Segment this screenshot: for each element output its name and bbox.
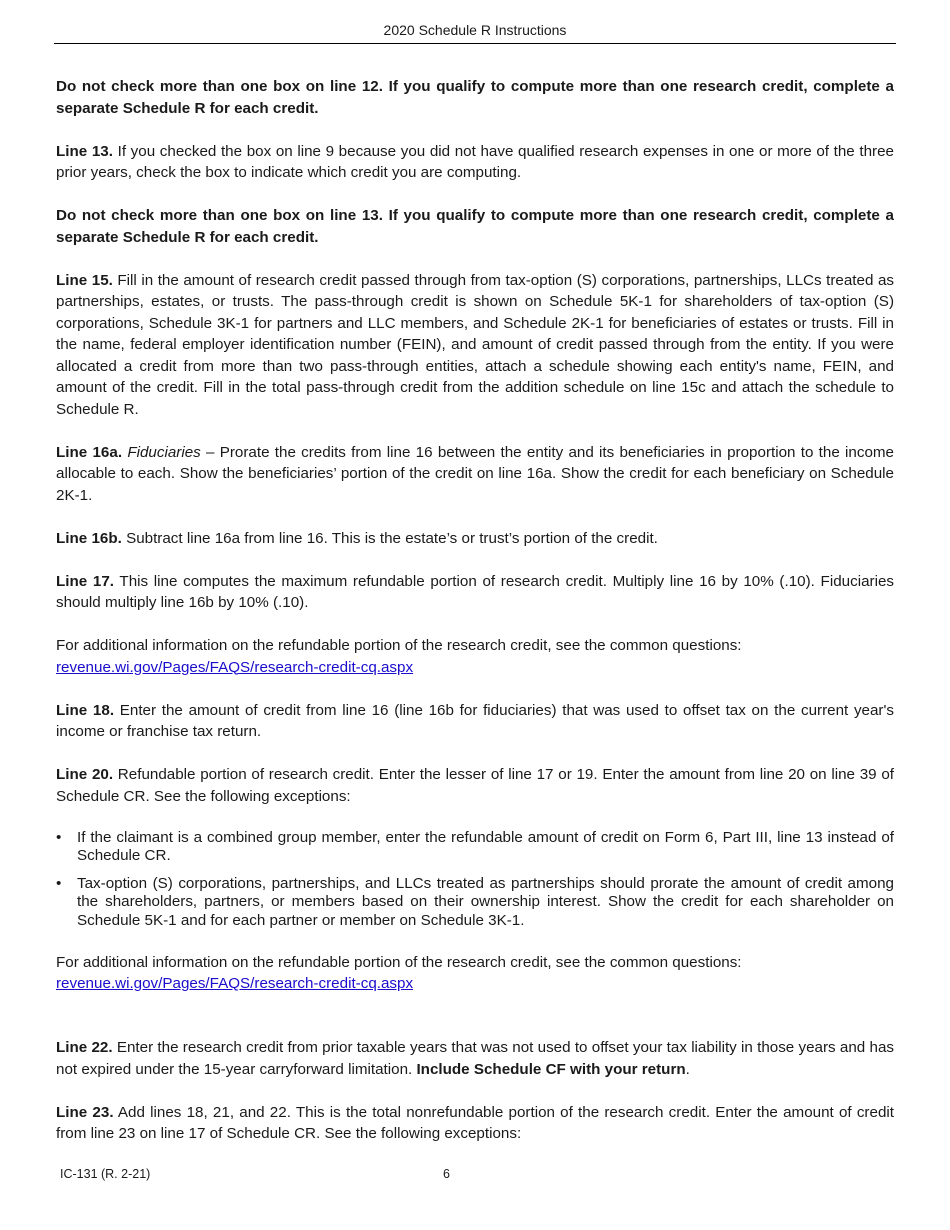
line13-paragraph [56, 141, 894, 184]
form-number: IC-131 (R. 2-21) [60, 1167, 151, 1181]
line-label: Line 17. [56, 572, 115, 590]
bullet-icon: • [56, 828, 62, 846]
additional-info-1 [56, 635, 894, 678]
spacer [56, 1016, 894, 1037]
fiduciaries-term: Fiduciaries [127, 443, 201, 461]
line-text: Enter the amount of credit from line 16 (line 16b for fiduciaries) that was used to offset tax on the current year's income or franchise tax return. [56, 701, 894, 740]
line23-paragraph [56, 1102, 894, 1145]
list-item-text: If the claimant is a combined group member, enter the refundable amount of credit on Form 6, Part III, line 13 instead of Schedule CR. [77, 828, 894, 864]
line-label: Line 23. [56, 1103, 114, 1121]
exceptions-list [56, 829, 894, 931]
line-text: Enter the research credit from prior taxable years that was not used to offset your tax liability in those years and has not expired under the 15-year carryforward limitation. [56, 1039, 894, 1078]
additional-info-2 [56, 952, 894, 995]
line22-paragraph [56, 1037, 894, 1080]
line-text: Fill in the amount of research credit passed through from tax-option (S) corporations, partnerships, LLCs treated as partnerships, estates, or trusts. The pass-through credit is shown on Schedule 5K-1 for shareholders of tax-option (S) corporations, Schedule 3K-1 for partners and LLC members, and Schedule 2K-1 for beneficiaries of estates or trusts. Fill in the name, federal employer identification number (FEIN), and amount of credit passed through from the entity. If you were allocated a credit from more than two pass-through entities, attach a schedule showing each entity's name, FEIN, and amount of the credit. Fill in the total pass-through credit from the addition schedule on line 15c and attach the schedule to Schedule R. [56, 271, 894, 418]
line-label: Line 15. [56, 271, 113, 289]
line13-warning: Do not check more than one box on line 13. If you qualify to compute more than one research credit, complete a separate Schedule R for each credit. [56, 207, 894, 246]
research-credit-faq-link[interactable]: revenue.wi.gov/Pages/FAQS/research-credit-cq.aspx [56, 975, 414, 992]
line-text: If you checked the box on line 9 because you did not have qualified research expenses in one or more of the three prior years, check the box to indicate which credit you are computing. [56, 142, 894, 181]
page-number: 6 [443, 1167, 450, 1181]
research-credit-faq-link[interactable]: revenue.wi.gov/Pages/FAQS/research-credit-cq.aspx [56, 658, 414, 676]
bullet-icon: • [56, 874, 62, 892]
line-label: Line 16a. [56, 443, 123, 461]
line-text: Refundable portion of research credit. Enter the lesser of line 17 or 19. Enter the amount from line 20 on line 39 of Schedule CR. See the following exceptions: [56, 766, 894, 805]
line16a-paragraph [56, 442, 894, 507]
line-text: Add lines 18, 21, and 22. This is the total nonrefundable portion of the research credit. Enter the amount of credit from line 23 on line 17 of Schedule CR. See the following exceptions: [56, 1103, 894, 1142]
line12-warning: Do not check more than one box on line 12. If you qualify to compute more than one research credit, complete a separate Schedule R for each credit. [56, 78, 894, 117]
info-text: For additional information on the refundable portion of the research credit, see the common questions: [56, 953, 742, 971]
line17-paragraph [56, 571, 894, 614]
line16b-paragraph [56, 528, 894, 550]
line15-paragraph [56, 270, 894, 421]
page-header: 2020 Schedule R Instructions [54, 22, 896, 44]
line-label: Line 20. [56, 766, 114, 783]
line20-paragraph [56, 764, 894, 807]
line-text: This line computes the maximum refundable portion of research credit. Multiply line 16 by 10% (.10). Fiduciaries should multiply line 16b by 10% (.10). [56, 572, 894, 611]
period: . [685, 1060, 690, 1078]
line-text: – Prorate the credits from line 16 between the entity and its beneficiaries in proportion to the income allocable to each. Show the beneficiaries’ portion of the credit on line 16a. Show the credit for each beneficiary on Schedule 2K-1. [56, 443, 894, 504]
list-item [56, 829, 894, 866]
line18-paragraph [56, 700, 894, 743]
line-label: Line 18. [56, 701, 115, 719]
line-text: Subtract line 16a from line 16. This is the estate’s or trust’s portion of the credit. [121, 529, 658, 547]
include-schedule-cf: Include Schedule CF with your return [416, 1060, 686, 1078]
line-label: Line 16b. [56, 529, 122, 547]
list-item-text: Tax-option (S) corporations, partnerships, and LLCs treated as partnerships should prorate the amount of credit among the shareholders, partners, or members based on their ownership interest. Show the credit for each shareholder on Schedule 5K-1 and for each partner or member on Schedule 3K-1. [77, 874, 894, 929]
list-item [56, 875, 894, 931]
line-label: Line 13. [56, 142, 113, 160]
line-label: Line 22. [56, 1039, 113, 1056]
document-body [56, 76, 894, 1166]
info-text: For additional information on the refundable portion of the research credit, see the common questions: [56, 637, 742, 654]
